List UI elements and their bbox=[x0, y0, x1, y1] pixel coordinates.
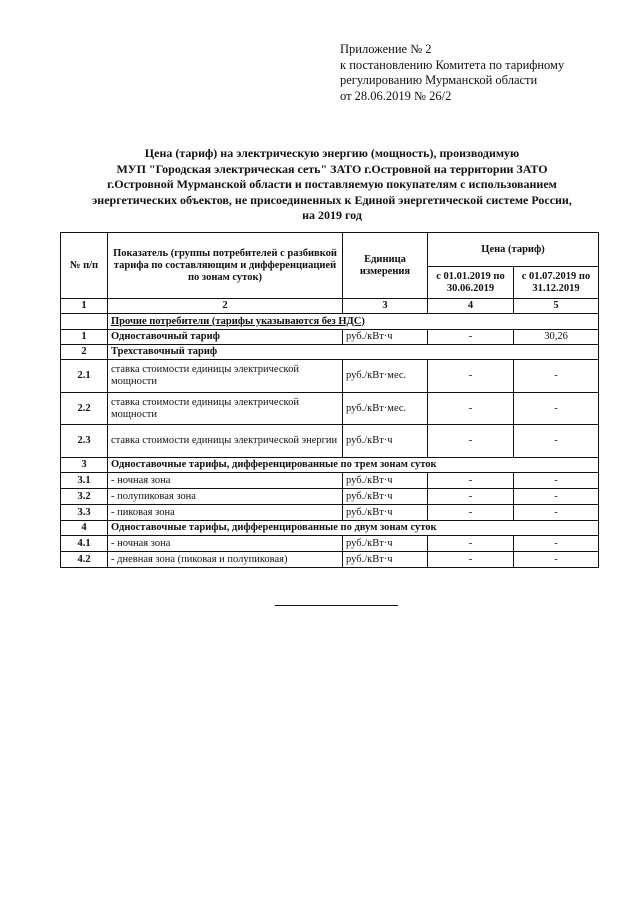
row-price-period-1: - bbox=[428, 552, 514, 568]
row-group-title: Одноставочные тарифы, дифференцированные по двум зонам суток bbox=[108, 521, 599, 536]
row-group-title: Одноставочные тарифы, дифференцированные по трем зонам суток bbox=[108, 458, 599, 473]
table-row bbox=[61, 505, 599, 521]
row-number: 3.2 bbox=[61, 489, 108, 505]
signature-separator bbox=[275, 605, 398, 606]
row-indicator: ставка стоимости единицы электрической мощности bbox=[108, 360, 343, 393]
row-price-period-2: - bbox=[514, 360, 599, 393]
section-num-cell bbox=[61, 314, 108, 330]
row-price-period-1: - bbox=[428, 393, 514, 425]
appendix-line: к постановлению Комитета по тарифному bbox=[340, 57, 565, 72]
appendix-line: регулированию Мурманской области bbox=[340, 73, 538, 87]
row-unit: руб./кВт·ч bbox=[343, 425, 428, 458]
row-number: 3.3 bbox=[61, 505, 108, 521]
row-price-period-2: - bbox=[514, 425, 599, 458]
header-price: Цена (тариф) bbox=[428, 233, 599, 267]
row-group-title: Трехставочный тариф bbox=[108, 345, 599, 360]
row-number: 2 bbox=[61, 345, 108, 360]
title-line: г.Островной Мурманской области и поставляемую покупателям с использованием bbox=[107, 177, 557, 191]
appendix-block bbox=[340, 42, 630, 104]
row-indicator: - ночная зона bbox=[108, 473, 343, 489]
tariff-table bbox=[60, 232, 599, 568]
row-indicator: - пиковая зона bbox=[108, 505, 343, 521]
table-row bbox=[61, 345, 599, 360]
row-indicator: ставка стоимости единицы электрической мощности bbox=[108, 393, 343, 425]
row-price-period-2: 30,26 bbox=[514, 330, 599, 345]
row-price-period-1: - bbox=[428, 425, 514, 458]
row-number: 4.1 bbox=[61, 536, 108, 552]
row-indicator: - дневная зона (пиковая и полупиковая) bbox=[108, 552, 343, 568]
header-indicator: Показатель (группы потребителей с разбивкой тарифа по составляющим и дифференциацией по зонам суток) bbox=[108, 233, 343, 299]
header-period-1: с 01.01.2019 по 30.06.2019 bbox=[428, 267, 514, 299]
row-price-period-2: - bbox=[514, 489, 599, 505]
table-row bbox=[61, 330, 599, 345]
row-unit: руб./кВт·мес. bbox=[343, 360, 428, 393]
row-unit: руб./кВт·ч bbox=[343, 552, 428, 568]
document-title bbox=[56, 146, 608, 224]
title-line: на 2019 год bbox=[302, 208, 362, 222]
row-indicator: Одноставочный тариф bbox=[108, 330, 343, 345]
row-number: 4.2 bbox=[61, 552, 108, 568]
table-row bbox=[61, 458, 599, 473]
row-indicator: - полупиковая зона bbox=[108, 489, 343, 505]
table-row bbox=[61, 521, 599, 536]
table-row bbox=[61, 393, 599, 425]
row-price-period-1: - bbox=[428, 489, 514, 505]
table-row bbox=[61, 360, 599, 393]
row-price-period-2: - bbox=[514, 552, 599, 568]
header-unit: Единица измерения bbox=[343, 233, 428, 299]
row-number: 1 bbox=[61, 330, 108, 345]
row-number: 3 bbox=[61, 458, 108, 473]
row-unit: руб./кВт·ч bbox=[343, 330, 428, 345]
appendix-line: от 28.06.2019 № 26/2 bbox=[340, 88, 452, 103]
row-number: 4 bbox=[61, 521, 108, 536]
row-price-period-1: - bbox=[428, 473, 514, 489]
title-line: Цена (тариф) на электрическую энергию (мощность), производимую bbox=[144, 146, 520, 160]
row-unit: руб./кВт·ч bbox=[343, 473, 428, 489]
table-row bbox=[61, 552, 599, 568]
row-number: 2.3 bbox=[61, 425, 108, 458]
column-number: 1 bbox=[61, 299, 108, 314]
table-row bbox=[61, 473, 599, 489]
row-unit: руб./кВт·ч bbox=[343, 505, 428, 521]
row-indicator: ставка стоимости единицы электрической энергии bbox=[108, 425, 343, 458]
row-number: 2.1 bbox=[61, 360, 108, 393]
table-row bbox=[61, 425, 599, 458]
title-line: энергетических объектов, не присоединенных к Единой энергетической системе России, bbox=[92, 192, 572, 207]
row-number: 2.2 bbox=[61, 393, 108, 425]
row-price-period-2: - bbox=[514, 393, 599, 425]
table-row bbox=[61, 536, 599, 552]
row-unit: руб./кВт·мес. bbox=[343, 393, 428, 425]
row-price-period-1: - bbox=[428, 330, 514, 345]
row-number: 3.1 bbox=[61, 473, 108, 489]
row-price-period-1: - bbox=[428, 536, 514, 552]
header-period-2: с 01.07.2019 по 31.12.2019 bbox=[514, 267, 599, 299]
row-price-period-1: - bbox=[428, 360, 514, 393]
row-price-period-2: - bbox=[514, 473, 599, 489]
row-price-period-1: - bbox=[428, 505, 514, 521]
row-unit: руб./кВт·ч bbox=[343, 536, 428, 552]
title-line: МУП "Городская электрическая сеть" ЗАТО г.Островной на территории ЗАТО bbox=[116, 161, 548, 176]
column-number: 4 bbox=[428, 299, 514, 314]
section-title: Прочие потребители (тарифы указываются без НДС) bbox=[108, 314, 599, 330]
row-price-period-2: - bbox=[514, 536, 599, 552]
header-num: № п/п bbox=[61, 233, 108, 299]
column-number: 3 bbox=[343, 299, 428, 314]
row-unit: руб./кВт·ч bbox=[343, 489, 428, 505]
row-indicator: - ночная зона bbox=[108, 536, 343, 552]
appendix-line: Приложение № 2 bbox=[340, 42, 432, 56]
table-row bbox=[61, 489, 599, 505]
row-price-period-2: - bbox=[514, 505, 599, 521]
column-number: 2 bbox=[108, 299, 343, 314]
column-number: 5 bbox=[514, 299, 599, 314]
